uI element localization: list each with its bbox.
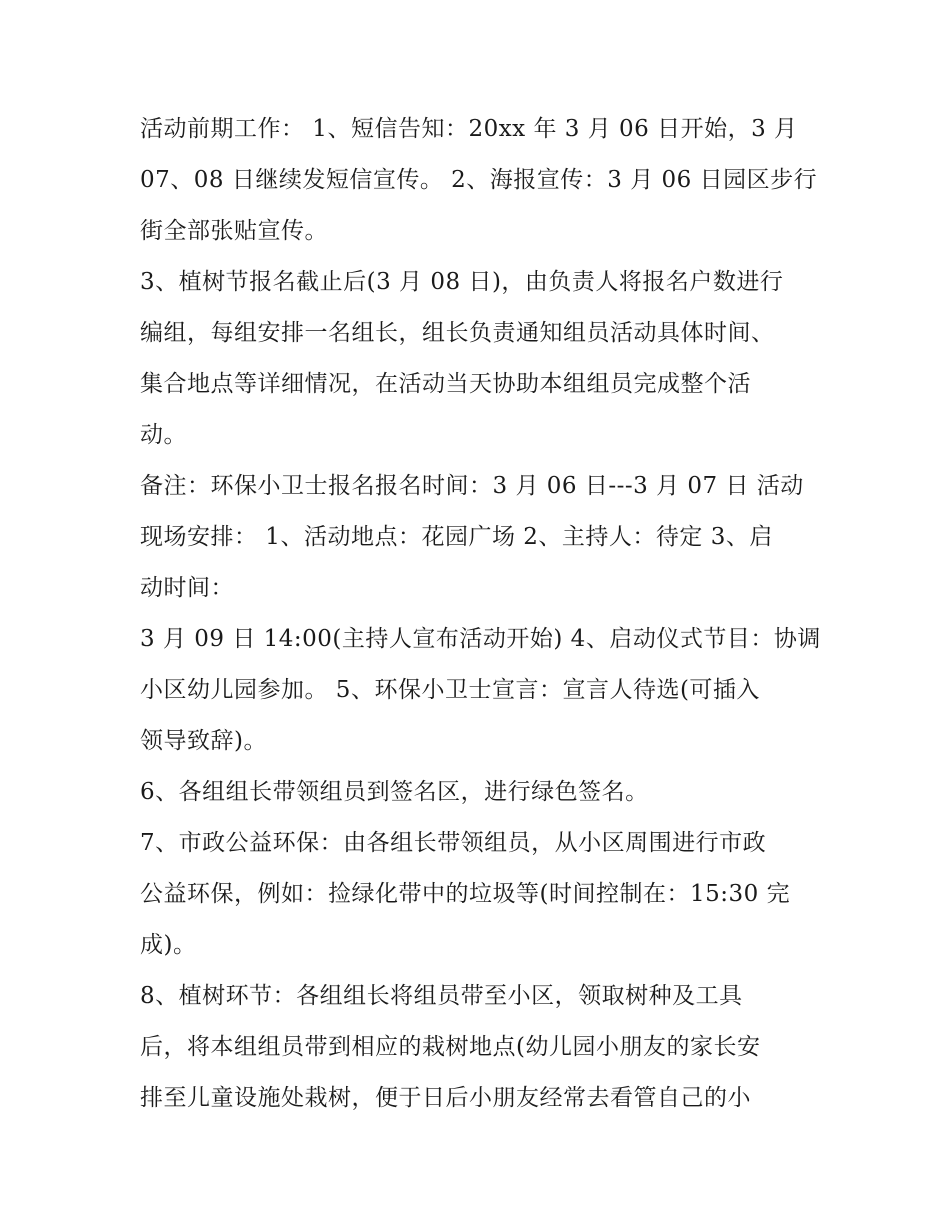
text-line: 小区幼儿园参加。 5、环保小卫士宣言：宣言人待选(可插入: [140, 677, 760, 703]
document-body: [140, 104, 820, 1124]
text-line: 领导致辞)。: [140, 728, 267, 754]
text-line: 6、各组组长带领组员到签名区，进行绿色签名。: [140, 779, 649, 805]
text-line: 街全部张贴宣传。: [140, 218, 328, 244]
text-line: 公益环保，例如：捡绿化带中的垃圾等(时间控制在：15:30 完: [140, 881, 791, 907]
paragraph-signature: [140, 767, 820, 818]
text-line: 动。: [140, 422, 187, 448]
text-line: 7、市政公益环保：由各组长带领组员，从小区周围进行市政: [140, 830, 767, 856]
text-line: 07、08 日继续发短信宣传。 2、海报宣传：3 月 06 日园区步行: [140, 167, 818, 193]
text-line: 现场安排： 1、活动地点：花园广场 2、主持人：待定 3、启: [140, 524, 773, 550]
text-line: 3 月 09 日 14:00(主持人宣布活动开始) 4、启动仪式节目：协调: [140, 626, 821, 652]
paragraph-preparation: [140, 104, 820, 257]
paragraph-environment: [140, 818, 820, 971]
paragraph-start-time: [140, 614, 820, 767]
text-line: 集合地点等详细情况，在活动当天协助本组组员完成整个活: [140, 371, 751, 397]
text-line: 动时间：: [140, 575, 234, 601]
text-line: 备注：环保小卫士报名报名时间：3 月 06 日---3 月 07 日 活动: [140, 473, 804, 499]
paragraph-notes: [140, 461, 820, 614]
text-line: 成)。: [140, 932, 197, 958]
text-line: 排至儿童设施处栽树，便于日后小朋友经常去看管自己的小: [140, 1085, 751, 1111]
text-line: 8、植树环节：各组组长将组员带至小区，领取树种及工具: [140, 983, 743, 1009]
text-line: 活动前期工作： 1、短信告知：20xx 年 3 月 06 日开始，3 月: [140, 116, 798, 142]
paragraph-grouping: [140, 257, 820, 461]
text-line: 后，将本组组员带到相应的栽树地点(幼儿园小朋友的家长安: [140, 1034, 761, 1060]
text-line: 编组，每组安排一名组长，组长负责通知组员活动具体时间、: [140, 320, 775, 346]
paragraph-planting: [140, 971, 820, 1124]
text-line: 3、植树节报名截止后(3 月 08 日)，由负责人将报名户数进行: [140, 269, 784, 295]
